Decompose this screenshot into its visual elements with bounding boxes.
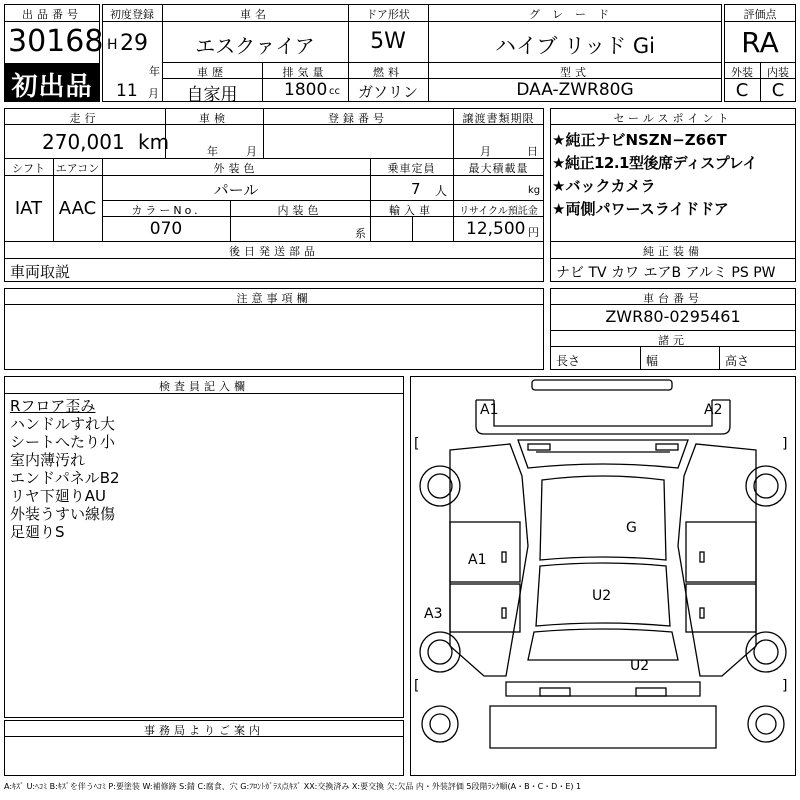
score-label: 評価点 [743, 8, 777, 21]
displacement-label: 排気量 [282, 66, 328, 79]
inspection-month-unit: 月 [246, 145, 257, 158]
height-label: 高さ [725, 354, 750, 368]
max-load-label: 最大積載量 [468, 162, 529, 175]
inspector-note: ハンドルすれ大 [10, 415, 116, 433]
grade-label: グレード [529, 8, 621, 21]
overall-score: RA [741, 26, 779, 59]
inspector-note: Rフロア歪み [10, 397, 96, 415]
door-label: ドア形状 [366, 8, 410, 21]
bracket-right: ] [782, 678, 788, 694]
exterior-color: パール [213, 181, 259, 199]
damage-mark-u2-floor: U2 [592, 588, 612, 604]
inspector-note: シートへたり小 [10, 433, 116, 451]
first-reg-label: 初度登録 [110, 8, 154, 21]
capacity-label: 乗車定員 [387, 162, 436, 175]
sales-point-item: ★両側パワースライドドア [552, 200, 729, 218]
displacement-unit: cc [329, 86, 340, 97]
damage-mark-a2-front-right: A2 [704, 402, 723, 418]
grade: ハイブ リッド Gi [495, 34, 655, 58]
color-number: 070 [149, 219, 183, 239]
car-name-label: 車名 [240, 8, 270, 21]
damage-mark-g-windshield: G [626, 520, 637, 536]
equipment-label: 純正装備 [643, 245, 703, 258]
mileage-label: 走行 [69, 112, 100, 125]
bracket-left: [ [414, 678, 420, 694]
history: 自家用 [186, 85, 238, 105]
capacity-unit: 人 [435, 184, 448, 198]
inspection-year-unit: 年 [207, 145, 218, 158]
equipment-list: ナビ TV カワ エアB アルミ PS PW [556, 265, 776, 281]
damage-mark-a1-left-door: A1 [468, 552, 487, 568]
chassis-number: ZWR80-0295461 [605, 307, 741, 326]
first-listing-badge: 初出品 [11, 72, 93, 102]
exterior-score-label: 外装 [731, 66, 753, 79]
transfer-deadline-label: 譲渡書類期限 [462, 112, 535, 125]
sales-point-item: ★純正ナビNSZN−Z66T [552, 131, 727, 149]
lot-number-label: 出品番号 [22, 8, 82, 21]
later-parts: 車両取説 [10, 263, 71, 281]
inspector-note: 室内薄汚れ [10, 451, 86, 469]
capacity: 7 [411, 180, 421, 198]
inspector-label: 検査員記入欄 [159, 380, 249, 393]
exterior-color-label: 外装色 [213, 162, 259, 175]
sales-point-item: ★純正12.1型後席ディスプレイ [552, 154, 757, 172]
legend-footer: A:ｷｽﾞ U:ﾍｺﾐ B:ｷｽﾞを伴うﾍｺﾐ P:要塗装 W:補修跡 S:錆 C:腐食、穴 G:ﾌﾛﾝﾄｶﾞﾗｽ点ｷｽﾞ XX:交換済み X:要交換 欠:欠品 内・外装評価 5段階ﾗﾝｸ順(A・B・C・D・E) 1 [4, 782, 582, 791]
bracket-right: ] [782, 436, 788, 452]
exterior-score: C [735, 80, 749, 101]
reg-number-label: 登録番号 [328, 112, 388, 125]
first-reg-year: 29 [120, 31, 148, 56]
recycle-fee: 12,500 [466, 219, 526, 239]
sales-points-label: セールスポイント [613, 112, 733, 125]
interior-color-unit: 系 [355, 227, 366, 240]
transfer-day-unit: 日 [527, 145, 538, 158]
recycle-fee-unit: 円 [528, 226, 539, 239]
shift-label: シフト [12, 162, 45, 175]
max-load-unit: kg [528, 185, 541, 196]
year-unit: 年 [149, 65, 160, 78]
length-label: 長さ [556, 354, 581, 368]
inspector-note: 外装うすい線傷 [10, 505, 116, 523]
dims-label: 諸元 [658, 334, 688, 347]
door-type: 5W [370, 29, 406, 54]
color-no-label: カラーNo. [131, 204, 201, 217]
later-parts-label: 後日発送部品 [229, 245, 319, 258]
interior-score: C [771, 80, 785, 101]
bracket-left: [ [414, 436, 420, 452]
import-label: 輸入車 [389, 204, 434, 217]
inspector-note: リヤ下廻りAU [10, 487, 106, 505]
fuel-label: 燃料 [373, 66, 403, 79]
damage-mark-a3-left-rear: A3 [424, 606, 443, 622]
damage-mark-a1-front-left: A1 [480, 402, 499, 418]
inspector-note: エンドパネルB2 [10, 469, 120, 487]
car-name: エスクァイア [195, 34, 315, 58]
damage-mark-u2-rear: U2 [630, 658, 650, 674]
history-label: 車歴 [197, 66, 227, 79]
lot-number: 30168 [8, 24, 104, 59]
displacement: 1800 [284, 80, 328, 100]
office-notice-label: 事務局よりご案内 [144, 724, 264, 737]
first-reg-month: 11 [116, 81, 138, 101]
mileage: 270,001 [42, 130, 125, 154]
era-label: H [107, 37, 118, 53]
model-code: DAA-ZWR80G [516, 80, 634, 100]
aircon-type: AAC [58, 198, 97, 219]
mileage-unit: km [138, 130, 170, 154]
month-unit: 月 [148, 87, 159, 100]
width-label: 幅 [646, 354, 659, 368]
recycle-fee-label: リサイクル預託金 [459, 206, 538, 217]
fuel: ガソリン [357, 83, 418, 101]
sales-point-item: ★バックカメラ [552, 177, 656, 195]
interior-score-label: 内装 [767, 66, 789, 79]
model-label: 型式 [560, 66, 590, 79]
interior-color-label: 内装色 [277, 204, 323, 217]
notes-label: 注意事項欄 [236, 292, 312, 305]
inspector-note: 足廻りS [10, 523, 65, 541]
car-damage-diagram [410, 376, 796, 776]
shift-type: IAT [14, 198, 43, 219]
inspection-label: 車検 [199, 112, 229, 125]
aircon-label: エアコン [55, 162, 100, 175]
transfer-month-unit: 月 [480, 145, 491, 158]
chassis-label: 車台番号 [643, 292, 703, 305]
